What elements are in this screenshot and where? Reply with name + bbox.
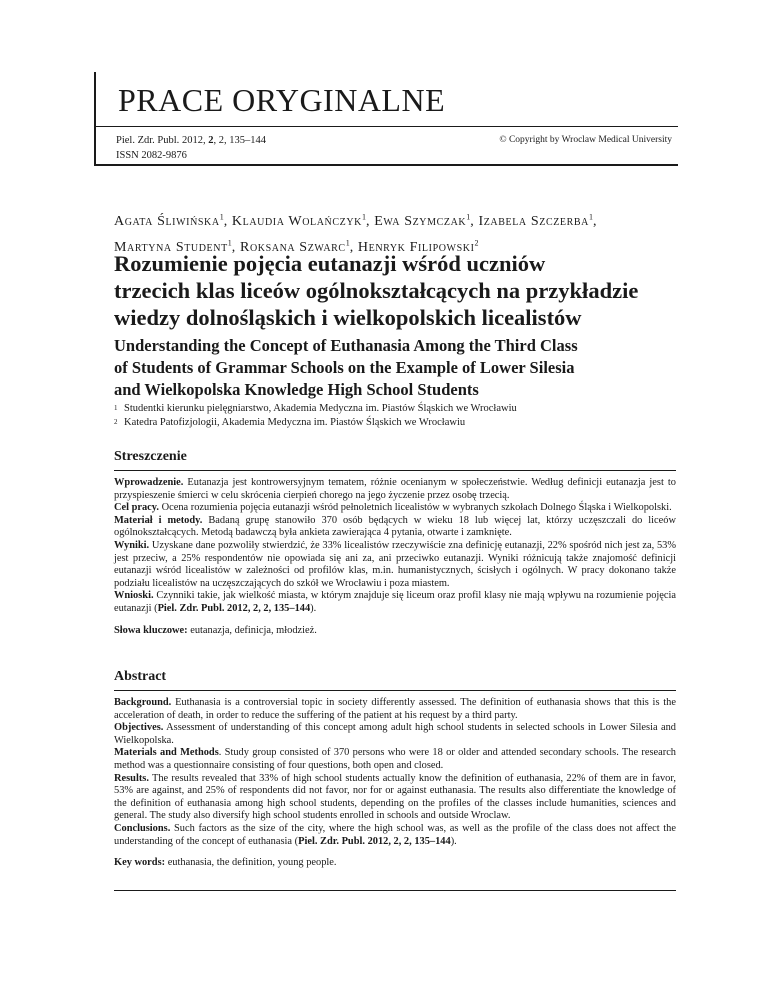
background-paragraph: Background. Euthanasia is a controversial topic in society differently assessed. The definition of euthanasia shows that this is the acceleration of death, in order to reduce the suffering of the patient at his request by a third party. bbox=[114, 697, 676, 721]
section-divider bbox=[114, 470, 676, 471]
author: Roksana Szwarc$^1$, bbox=[240, 238, 358, 256]
streszczenie-heading: Streszczenie bbox=[114, 449, 187, 464]
article-title-english: Understanding the Concept of Euthanasia Among the Third Class of Students of Grammar Schools on the Example of Lower Silesia and Wielkopolska Knowledge High School Students bbox=[114, 336, 578, 399]
wyniki-paragraph: Wyniki. Uzyskane dane pozwoliły stwierdzić, że 33% licealistów rzeczywiście zna definicję eutanazji, 22% spośród nich jest za, 53% jest przeciw, a 25% respondentów nie opowiada się ani za, ani przeciwko eutanazji. Wyniki różnicują także znajomość definicji eutanazji wśród licealistów w zależności od profilów klas, m.in. humanistycznych, ścisłych i ogólnych. W pracy dokonano także podziału licealistów na uczęszczających do szkół we Wrocławiu i poza miastem. bbox=[114, 539, 676, 589]
journal-name: Piel. Zdr. Publ. bbox=[116, 135, 180, 146]
abstract-english bbox=[114, 668, 676, 869]
key-words: Key words: euthanasia, the definition, young people. bbox=[114, 857, 337, 869]
cel-paragraph: Cel pracy. Ocena rozumienia pojęcia eutanazji wśród pełnoletnich licealistów w wybranych szkołach Dolnego Śląska i Wielkopolski. bbox=[114, 502, 672, 514]
affiliations bbox=[114, 402, 714, 429]
section-divider bbox=[114, 690, 676, 691]
results-paragraph: Results. The results revealed that 33% of high school students actually know the definition of euthanasia, 22% of them are in favor, 53% are against, and 25% of respondents did not favor, nor for or against euthanasia. The results also differentiate the knowledge of the definition of euthanasia among high school students, depending on the profiles of the classes include humanities, sciences and general. The study also diversify high school students enrolled in schools and outside Wroclaw. bbox=[114, 772, 676, 822]
journal-header bbox=[94, 72, 678, 166]
journal-citation bbox=[116, 133, 266, 163]
author: Henryk Filipowski$^2$ bbox=[357, 238, 479, 256]
author: Martyna Student$^1$, bbox=[114, 238, 240, 256]
footer-divider bbox=[114, 890, 676, 891]
author: Izabela Szczerba$^1$, bbox=[478, 212, 598, 229]
wnioski-paragraph: Wnioski. Czynniki takie, jak wielkość miasta, w którym znajduje się liceum oraz profil klasy nie mają wpływu na rozumienie pojęcia eutanazji (Piel. Zdr. Publ. 2012, 2, 2, 135–144). bbox=[114, 590, 676, 614]
affiliation-item: $^2$ Katedra Patofizjologii, Akademia Medyczna im. Piastów Śląskich we Wrocławiu bbox=[114, 416, 466, 428]
journal-pages: , 2, 135–144 bbox=[213, 135, 266, 146]
material-paragraph: Materiał i metody. Badaną grupę stanowiło 370 osób będących w wieku 18 lub więcej lat, którzy uczęszczali do liceów ogólnokształcących. Metodą badawczą była ankieta zawierająca 4 pytania, otwarte i zamknięte. bbox=[114, 514, 676, 539]
journal-issn: ISSN 2082-9876 bbox=[116, 150, 187, 161]
abstract-polish bbox=[114, 448, 676, 637]
objectives-paragraph: Objectives. Assessment of understanding of this concept among adult high school students in selected schools in Lower Silesia and Wielkopolska. bbox=[114, 722, 676, 746]
abstract-heading: Abstract bbox=[114, 669, 167, 684]
author: Agata Śliwińska$^1$, bbox=[114, 212, 232, 229]
methods-paragraph: Materials and Methods. Study group consisted of 370 persons who were 18 or older and attended secondary schools. The research method was a questionnaire consisting of four questions, both open and closed. bbox=[114, 747, 677, 771]
author: Klaudia Wolańczyk$^1$, bbox=[231, 212, 375, 229]
article-title-polish: Rozumienie pojęcia eutanazji wśród uczniów trzecich klas liceów ogólnokształcących na przykładzie wiedzy dolnośląskich i wielkopolskich licealistów bbox=[114, 251, 639, 330]
section-title: PRACE ORYGINALNE bbox=[118, 82, 446, 118]
journal-year: 2012, bbox=[181, 135, 206, 146]
conclusions-paragraph: Conclusions. Such factors as the size of the city, where the high school was, as well as the profile of the class does not affect the understanding of the concept of euthanasia (Piel. Zdr. Publ. 2012, 2, 2, 135–144). bbox=[114, 822, 676, 847]
journal-volume: 2 bbox=[208, 135, 214, 146]
copyright-notice: © Copyright by Wroclaw Medical University bbox=[499, 135, 672, 145]
affiliation-item: $^1$ Studentki kierunku pielęgniarstwo, Akademia Medyczna im. Piastów Śląskich we Wrocławiu bbox=[114, 403, 517, 414]
wprowadzenie-paragraph: Wprowadzenie. Eutanazja jest kontrowersyjnym tematem, różnie ocenianym w społeczeństwie. Według definicji eutanazja jest to przyspieszenie śmierci w celu skrócenia cierpień chorego na jego życzenie przez osobę trzecią. bbox=[114, 477, 676, 501]
slowa-kluczowe: Słowa kluczowe: eutanazja, definicja, młodzież. bbox=[114, 624, 317, 636]
header-rule bbox=[96, 126, 678, 127]
author: Ewa Szymczak$^1$, bbox=[374, 212, 479, 229]
